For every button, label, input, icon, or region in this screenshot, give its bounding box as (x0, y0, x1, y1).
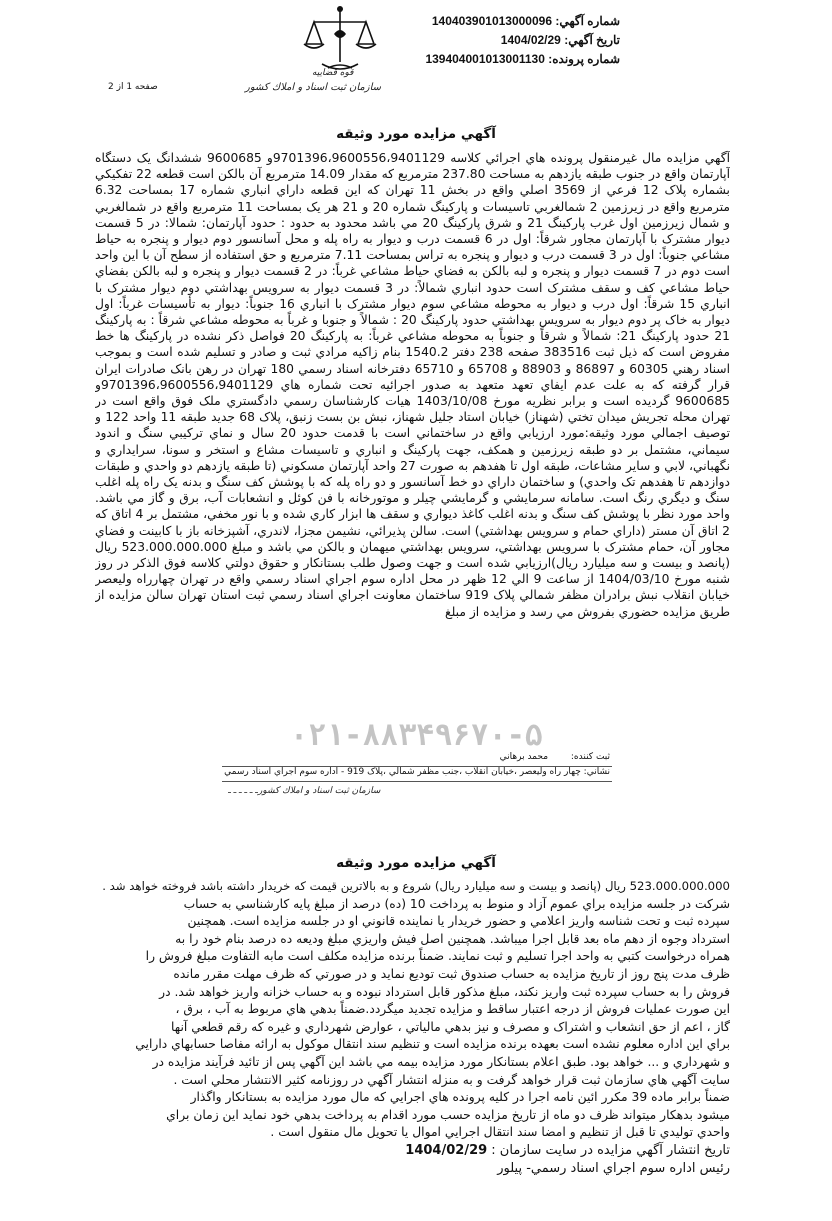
section2-line: و شهرداري و ... خواهد بود. طبق اعلام بستانكار مورد مزايده بيمه مي باشد اين آگهي پس از تائيد فرآيند مزايده در (152, 1054, 730, 1069)
registrar-label: ثبت كننده: (570, 752, 610, 762)
section2-line: ظرف مدت پنج روز از تاريخ مزايده به حساب صندوق ثبت توديع نمايد و در صورتي كه ظرف مهلت مقرر مانده (173, 966, 730, 981)
file-number-row (405, 52, 620, 66)
signer: رئيس اداره سوم اجراي اسناد رسمي- پيلور (497, 1160, 730, 1176)
registrar-name: محمد برهاني (499, 752, 549, 762)
footer-org-name: سازمان ثبت اسناد و املاك كشور (258, 786, 381, 796)
ad-number: 140403901013000096 (431, 14, 553, 28)
section2-line: ضمناً برابر ماده 39 مكرر ائين نامه اجرا در كليه پرونده هاي اجرايي كه مال مورد مزايده به بستانكار واگذار (190, 1090, 730, 1105)
ad-number-row (430, 14, 620, 28)
address-label: نشاني: (583, 767, 610, 777)
section2-line: همراه درخواست كتبي به واحد اجرا تسليم و ثبت نمايند. ضمناً برنده مزايده مكلف است مابه التفاوت مبلغ فروش را (145, 949, 730, 964)
dash-marks (228, 792, 258, 793)
section2-line: استرداد وجوه از دهم ماه بعد قابل اجرا ميباشد. همچنين اصل فيش واريزي مبلغ وديعه ده درصد بنام خود را به (175, 931, 730, 946)
file-number: 139404001013001130 (425, 52, 545, 66)
section2-line: اين صورت عمليات فروش از درجه اعتبار ساقط و مزايده تجديد ميگردد.ضمناً بدهي هاي مربوط به آب ، برق ، (175, 1002, 730, 1017)
ad-date-row (430, 33, 620, 47)
section2-line: فروش را به حساب سپرده ثبت واريز نكند، مبلغ مذكور قابل استرداد نبوده و به حساب خزانه واريز خواهد شد. در (159, 984, 730, 999)
section2-line: سپرده ثبت و تحت شناسه واريز اعلامي و حضور خريدار يا نماينده قانوني او در جلسه مزايده است. همچنين (187, 914, 730, 929)
file-number-label: شماره پرونده: (548, 52, 620, 66)
phone-watermark: ۰۲۱-۸۸۳۴۹۶۷۰-۵ (290, 718, 543, 753)
emblem-caption: قوه قضاييه (312, 68, 354, 78)
registrar-row (440, 752, 610, 762)
section2-line: واحدي توليدي تا قبل از تنظيم و امضا سند انتقال اجرايي اموال يا تحويل مال منقول است . (270, 1125, 730, 1140)
section2-line: ميشود بدهكار ميتواند ظرف دو ماه از تاريخ مزايده حسب مورد اقدام به پرداخت بدهي خود نمايد اين زمان براي (166, 1107, 730, 1122)
address-text: چهار راه وليعصر ،خيابان انقلاب ،جنب مظفر شمالي ،پلاک 919 - اداره سوم اجراي اسناد رسمي (224, 767, 581, 777)
section2-line: گاز ، اعم از حق انشعاب و اشتراک و مصرف و نيز بدهي مالياتي ، عوارض شهرداري و غيره كه رقم قطعي آنها (171, 1019, 730, 1034)
section2-title: آگهي مزايده مورد وثيقه (336, 855, 496, 871)
address-row (222, 767, 610, 777)
section1-title: آگهي مزايده مورد وثيقه (336, 126, 496, 142)
header-org-name: سازمان ثبت اسناد و املاك كشور (245, 82, 382, 93)
ad-date: 1404/02/29 (500, 33, 561, 47)
ad-date-label: تاريخ آگهي: (564, 33, 620, 47)
section2-line: شركت در جلسه مزايده براي عموم آزاد و منوط به پرداخت 10 (ده) درصد از مبلغ پايه كارشناسي به حساب (183, 896, 730, 911)
section2-line: سايت آگهي هاي سازمان ثبت قرار خواهد گرفت و به منزله انتشار آگهي در روزنامه كثير الانتشار محلي است . (173, 1072, 730, 1087)
section2-line: 523.000.000.000 ريال (پانصد و بيست و سه ميلیارد ريال) شروع و به بالاترين قيمت كه خريدار داشته باشد فروخته خواهد شد . (102, 879, 730, 893)
section1-body: آگهي مزايده مال غيرمنقول پرونده هاي اجرائي كلاسه 9701396،9600556،9401129و 9600685 ششدانگ يک دستگاه آپارتمان واقع در جنوب طبقه يازدهم به مساحت 237.80 مترمربع كه مقدار 14.09 مترمربع آن بالكن است قطعه 22 تفكيكي بشماره پلاک 12 فرعي از 3569 اصلي واقع در بخش 11 تهران كه اين قطعه داراي انباري شماره 17 بمساحت 6.32 مترمربع واقع در زيرزمين 2 شمالغربي تاسيسات و پاركينگ شماره 20 و 21 هر يک بمساحت 11 مترمربع واقع در شمالغربي و شمال زيرزمين اول غرب پاركينگ 21 و شرق پاركينگ 20 مي باشد محدود به حدود : حدود آپارتمان: شمالا: در 5 قسمت ديوار مشترک با آپارتمان مجاور شرقاً: اول در 6 قسمت درب و ديوار به راه پله و محل آسانسور دوم ديوار و پنجره به حياط مشاعي جنوباً: اول در 3 قسمت درب و ديوار و پنجره به تراس بمساحت 7.11 مترمربع و حق استفاده از سطح آن با اين واحد است دوم در 7 قسمت ديوار و پنجره و لبه بالكن به فضاي حياط مشاعي غرباً: در 2 قسمت ديوار و پنجره و لبه بالكن بفضاي حياط مشاعي كف و سقف مشترک است حدود انباري شمالاً: در 3 قسمت ديوار به سرويس بهداشتي دوم ديوار مشترک با انباري 15 شرقاً: اول درب و ديوار به محوطه مشاعي سوم ديوار مشترک با انباري 16 جنوباً: ديوار به تأسيسات غرباً: اول ديوار به خاک پر دوم ديوار به سرويس بهداشتي حدود پاركينگ 20 : شمالاً و جنوبا و غرباً به محوطه مشاعي شرقاً : به پاركينگ 21 حدود پاركينگ 21: شمالاً و شرقاً و جنوباً به محوطه مشاعي غرباً: به پاركينگ 20 فواصل ذكر نشده در پاركينگ ها خط مفروض است كه ذيل ثبت 383516 صفحه 238 دفتر 1540.2 بنام زاكيه مرادي ثبت و صادر و تسليم شده است و بموجب اسناد رهني 60305 و 86897 و 88903 و 65708 و 65710 دفترخانه اسناد رسمي 180 تهران در رهن بانک صادرات ايران قرار گرفته كه به علت عدم ايفاي تعهد متعهد به صدور اجرائيه تحت شماره هاي 9701396،9600556،9401129و 9600685 گرديده است و برابر نظريه مورخ 1403/10/08 هيات كارشناسان رسمي دادگستري ملک فوق واقع است در تهران محله تجريش ميدان تختي (شهناز) خيابان استاد جليل شهناز، نبش بن بست زنبق، پلاک 68 جديد طبقه 11 واحد 122 و توصيف اجمالي مورد وثيقه:مورد ارزيابي واقع در ساختماني است با قدمت حدود 20 سال و نماي تركيبي سنگ و اندود سيماني، مشتمل بر دو طبقه زيرزمين و همكف، جهت پاركينگ و انباري و تاسيسات مشاع و استخر و سونا، سرايداري و نگهباني، لابي و ساير مشاعات، طبقه اول تا هفدهم به صورت 27 واحد آپارتمان مسكوني (تا طبقه يازدهم دو واحدي و طبقات دوازدهم تا هفدهم تک واحدي) و ساختمان داراي دو خط آسانسور و دو راه پله كه با پوشش كف سنگ و بدنه يک راه پله اغلب سنگ و ديگري رنگ است. سامانه سرمايشي و گرمايشي چيلر و موتورخانه با فن كوئل و انشعابات آب، برق و گاز مي باشد. واحد مورد نظر با پوشش كف سنگ و بدنه اغلب كاغذ ديواري و سقف ها ابزار كاري شده و با نور مخفي، مشتمل بر 4 اتاق كه 2 اتاق آن مستر (داراي حمام و سرويس بهداشتي) است. سالن پذيرائي، نشيمن مجزا، لاندري، آشپزخانه باز با كابينت و فضاي مجاور آن، حمام مشترک با سرويس بهداشتي، سرويس بهداشتي ميهمان و بالكن مي باشد و مبلغ 523.000.000.000 ريال (پانصد و بيست و سه ميلیارد ريال)ارزيابي شده است و جهت وصول طلب بستانكار و حقوق دولتي كلاسه فوق الذكر در روز شنبه مورخ 1404/03/10 از ساعت 9 الي 12 ظهر در محل اداره سوم اجراي اسناد رسمي واقع در تهران چهارراه وليعصر خيابان انقلاب نبش برادران مظفر شمالي پلاک 919 ساختمان معاونت اجراي اسناد رسمي ثبت استان تهران سالن مزايده از طريق مزايده حضوري بفروش مي رسد و مزايده از مبلغ (95, 151, 730, 619)
publish-row (95, 1142, 730, 1160)
section2-line: براي اين اداره معلوم نشده است بعهده برنده مزايده است و تنظيم سند انتقال موكول به ارائه مفاصا حسابهاي دارايي (135, 1037, 730, 1052)
publish-date: 1404/02/29 (405, 1142, 488, 1158)
publish-label: تاريخ انتشار آگهي مزايده در سايت سازمان : (491, 1142, 730, 1158)
section2-body (95, 878, 730, 1177)
page-indicator: صفحه 1 از 2 (108, 82, 158, 92)
ad-number-label: شماره آگهي: (555, 14, 620, 28)
